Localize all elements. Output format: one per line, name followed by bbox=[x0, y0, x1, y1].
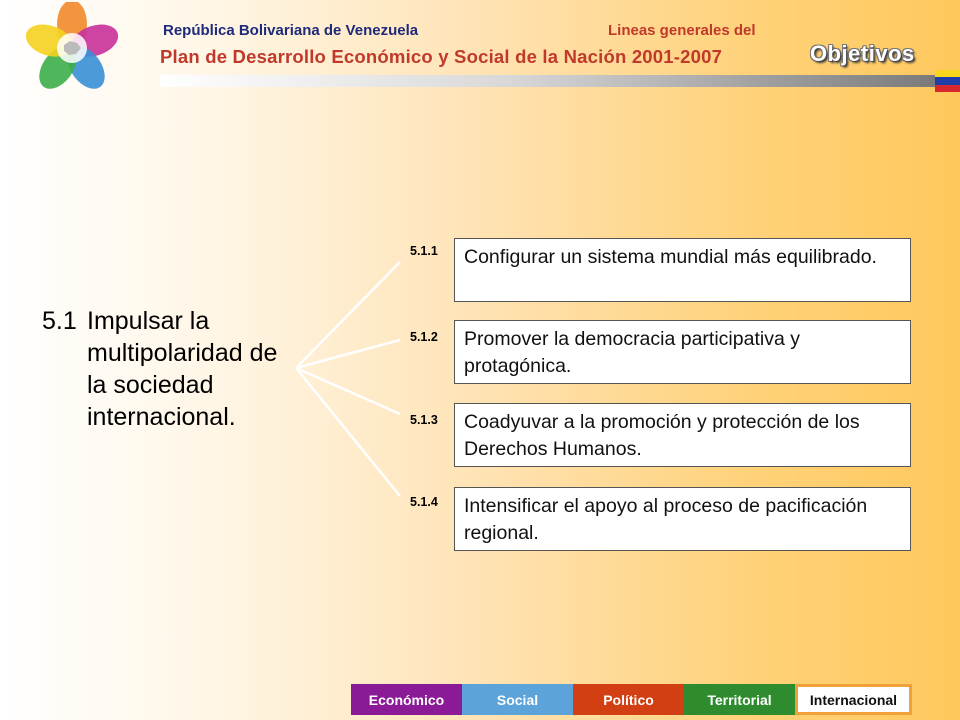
section-nav bbox=[351, 684, 912, 715]
flag-icon bbox=[935, 70, 960, 92]
flag-stripe-blue bbox=[935, 77, 960, 84]
objective-box: Coadyuvar a la promoción y protección de los Derechos Humanos. bbox=[454, 403, 911, 467]
nav-internacional-button[interactable]: Internacional bbox=[795, 684, 912, 715]
nav-social-button[interactable]: Social bbox=[462, 684, 573, 715]
objective-box: Promover la democracia participativa y protagónica. bbox=[454, 320, 911, 384]
plan-title: Plan de Desarrollo Económico y Social de la Nación 2001-2007 bbox=[160, 46, 723, 67]
nav-territorial-button[interactable]: Territorial bbox=[684, 684, 795, 715]
flag-stripe-yellow bbox=[935, 70, 960, 77]
objective-code: 5.1.2 bbox=[410, 330, 438, 344]
main-objective-number: 5.1 bbox=[42, 307, 77, 335]
nav-economico-button[interactable]: Económico bbox=[351, 684, 462, 715]
flag-stripe-red bbox=[935, 85, 960, 92]
header-divider bbox=[160, 75, 935, 87]
objective-code: 5.1.1 bbox=[410, 244, 438, 258]
nav-politico-button[interactable]: Político bbox=[573, 684, 684, 715]
lines-label: Lineas generales del bbox=[608, 22, 756, 39]
country-label: República Bolivariana de Venezuela bbox=[163, 22, 419, 39]
objective-box: Configurar un sistema mundial más equilibrado. bbox=[454, 238, 911, 302]
section-title: Objetivos bbox=[810, 41, 915, 66]
star-flower-logo-icon bbox=[22, 2, 122, 94]
objective-code: 5.1.4 bbox=[410, 495, 438, 509]
main-objective-text: Impulsar la multipolaridad de la sociedad internacional. bbox=[87, 307, 278, 431]
objective-box: Intensificar el apoyo al proceso de pacificación regional. bbox=[454, 487, 911, 551]
objective-code: 5.1.3 bbox=[410, 413, 438, 427]
